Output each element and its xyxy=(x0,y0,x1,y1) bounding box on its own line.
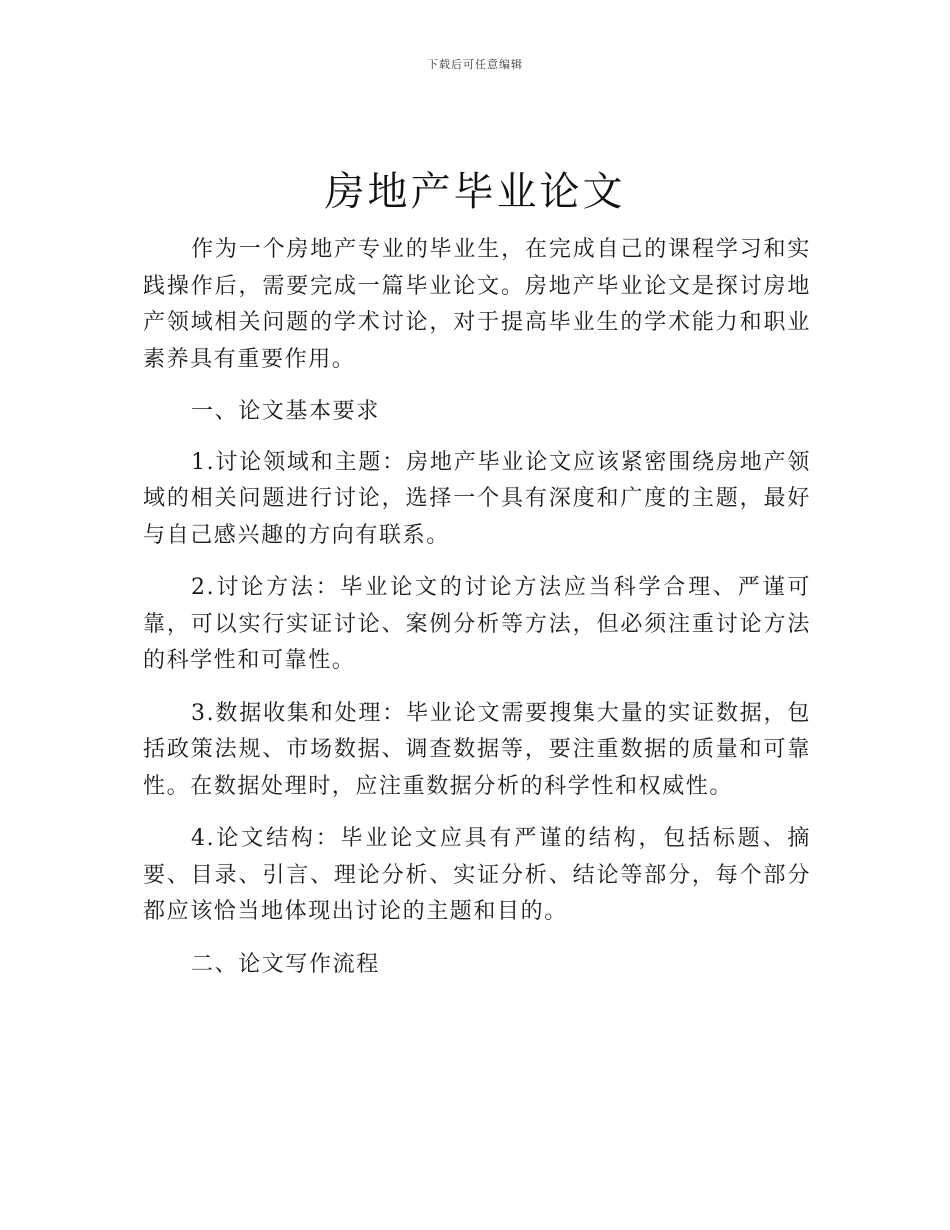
section-heading-requirements: 一、论文基本要求 xyxy=(191,399,380,424)
requirement-item-4: 4.论文结构：毕业论文应具有严谨的结构，包括标题、摘要、目录、引言、理论分析、实证分析、结论等部分，每个部分都应该恰当地体现出讨论的主题和目的。 xyxy=(143,826,811,924)
requirement-item-1: 1.讨论领域和主题：房地产毕业论文应该紧密围绕房地产领域的相关问题进行讨论，选择一个具有深度和广度的主题，最好与自己感兴趣的方向有联系。 xyxy=(143,449,811,548)
requirement-item-2: 2.讨论方法：毕业论文的讨论方法应当科学合理、严谨可靠，可以实行实证讨论、案例分析等方法，但必须注重讨论方法的科学性和可靠性。 xyxy=(143,575,811,673)
document-title: 房地产毕业论文 xyxy=(324,169,626,215)
document-body xyxy=(143,232,811,997)
intro-paragraph: 作为一个房地产专业的毕业生，在完成自己的课程学习和实践操作后，需要完成一篇毕业论文。房地产毕业论文是探讨房地产领域相关问题的学术讨论，对于提高毕业生的学术能力和职业素养具有重要作用。 xyxy=(143,237,811,372)
requirement-item-3: 3.数据收集和处理：毕业论文需要搜集大量的实证数据，包括政策法规、市场数据、调查数据等，要注重数据的质量和可靠性。在数据处理时，应注重数据分析的科学性和权威性。 xyxy=(143,700,811,799)
section-heading-writing-process: 二、论文写作流程 xyxy=(191,951,380,977)
header-note: 下载后可任意编辑 xyxy=(427,58,523,71)
